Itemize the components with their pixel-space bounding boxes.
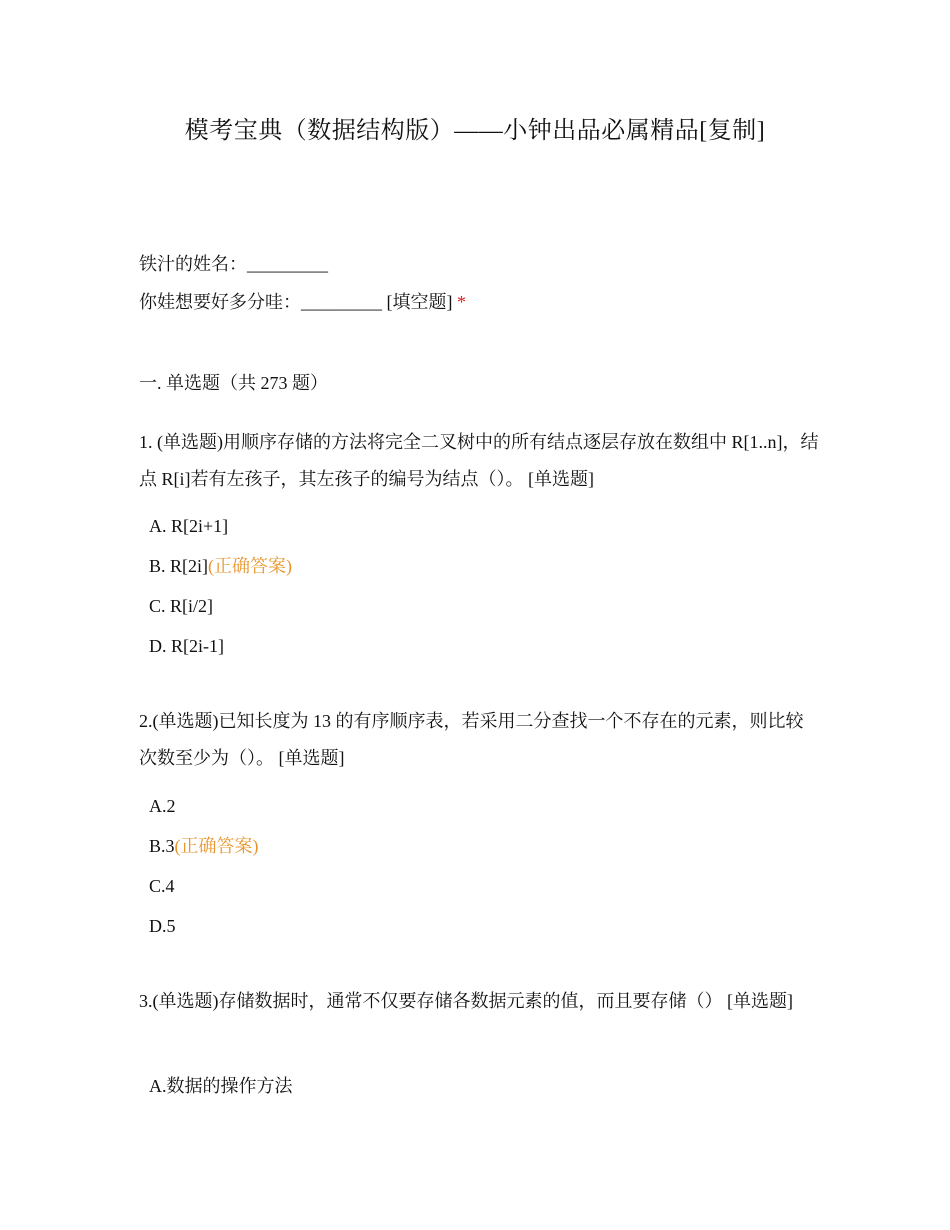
question-1-option-b[interactable] (149, 554, 292, 578)
score-field-blank[interactable]: _________ (301, 292, 382, 312)
name-field-blank[interactable]: _________ (247, 254, 328, 274)
question-2-option-c[interactable]: C.4 (149, 876, 175, 896)
question-3-text: 3.(单选题)存储数据时，通常不仅要存储各数据元素的值，而且要存储（） [单选题] (139, 991, 793, 1011)
question-1-text: 1. (单选题)用顺序存储的方法将完全二叉树中的所有结点逐层存放在数组中 R[1..n]，结点 R[i]若有左孩子，其左孩子的编号为结点（）。 [单选题] (139, 432, 819, 489)
score-field-row (139, 290, 466, 314)
question-1-option-d[interactable]: D. R[2i-1] (149, 636, 224, 656)
question-1-option-c[interactable]: C. R[i/2] (149, 596, 214, 616)
name-field-label: 铁汁的姓名： (139, 254, 247, 274)
required-mark: * (457, 292, 466, 312)
question-3-option-a[interactable]: A.数据的操作方法 (149, 1076, 293, 1096)
question-2-option-a[interactable]: A.2 (149, 796, 176, 816)
correct-answer-badge: (正确答案) (208, 556, 293, 576)
question-2-option-d[interactable]: D.5 (149, 916, 176, 936)
section-heading: 一. 单选题（共 273 题） (139, 373, 328, 393)
question-1-option-b-label: B. R[2i] (149, 556, 209, 576)
score-field-label: 你娃想要好多分哇： (139, 292, 301, 312)
correct-answer-badge: (正确答案) (174, 836, 259, 856)
question-2-option-b[interactable] (149, 834, 259, 858)
name-field-row (139, 252, 328, 276)
page-title: 模考宝典（数据结构版）——小钟出品必属精品[复制] (184, 118, 766, 144)
question-2-text: 2.(单选题)已知长度为 13 的有序顺序表，若采用二分查找一个不存在的元素，则比较次数至少为（）。 [单选题] (139, 711, 804, 768)
question-1-option-a[interactable]: A. R[2i+1] (149, 516, 229, 536)
question-2-option-b-label: B.3 (149, 836, 175, 856)
score-field-type: [填空题] (382, 292, 457, 312)
